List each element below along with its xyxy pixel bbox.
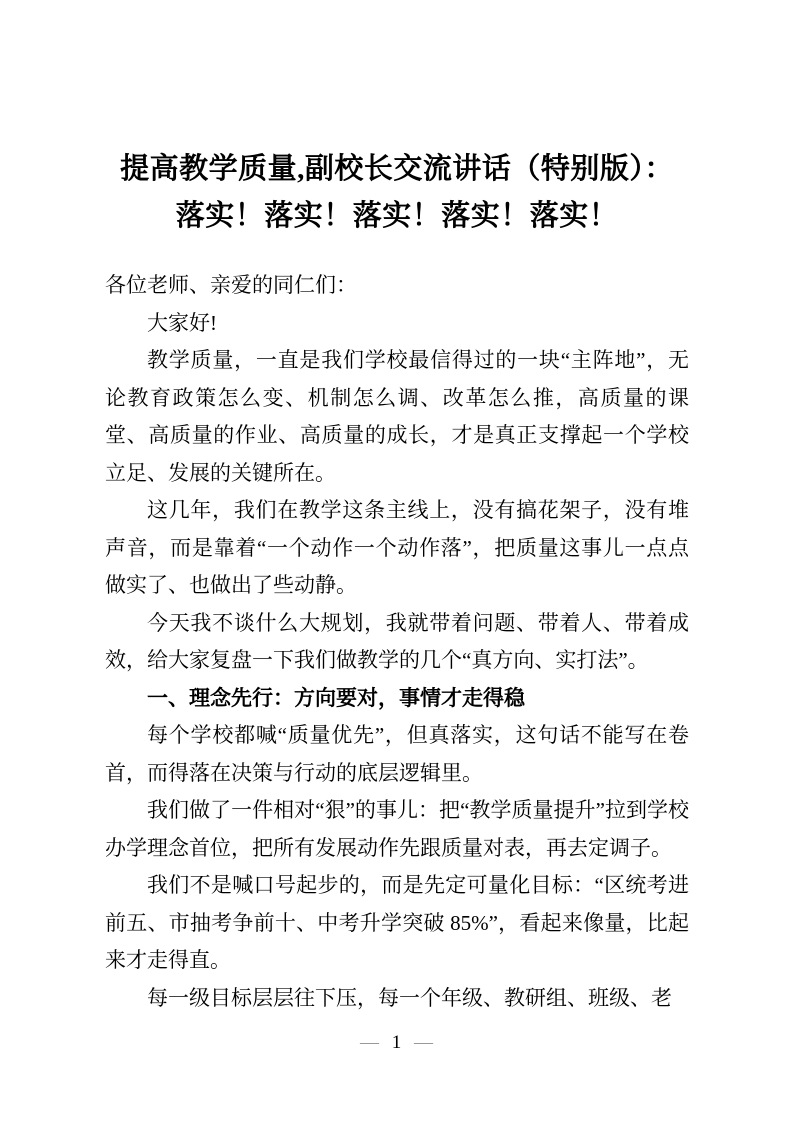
- footer-dash-left: —: [360, 1032, 379, 1053]
- paragraph: 这几年，我们在教学这条主线上，没有搞花架子，没有堆声音，而是靠着“一个动作一个动作落”，把质量这事儿一点点做实了、也做出了些动静。: [105, 498, 689, 597]
- paragraph: 教学质量，一直是我们学校最信得过的一块“主阵地”，无论教育政策怎么变、机制怎么调、改革怎么推，高质量的课堂、高质量的作业、高质量的成长，才是真正支撑起一个学校立足、发展的关键所在。: [105, 348, 689, 485]
- document-title: [105, 146, 689, 240]
- section-heading: 一、理念先行：方向要对，事情才走得稳: [147, 685, 525, 710]
- document-body: [105, 267, 689, 1017]
- title-line-2: 落实！落实！落实！落实！落实！: [175, 200, 619, 232]
- paragraph: 每个学校都喊“质量优先”，但真落实，这句话不能写在卷首，而得落在决策与行动的底层逻辑里。: [105, 723, 689, 785]
- page-number: 1: [391, 1032, 402, 1053]
- page-footer: [0, 1032, 793, 1054]
- paragraph: 各位老师、亲爱的同仁们：: [105, 273, 357, 297]
- paragraph: 今天我不谈什么大规划，我就带着问题、带着人、带着成效，给大家复盘一下我们做教学的几个“真方向、实打法”。: [105, 610, 689, 672]
- paragraph: 大家好!: [147, 310, 217, 335]
- title-line-1: 提高教学质量,副校长交流讲话（特别版）：: [120, 153, 674, 185]
- paragraph: 每一级目标层层往下压，每一个年级、教研组、班级、老: [147, 985, 672, 1010]
- paragraph: 我们做了一件相对“狠”的事儿：把“教学质量提升”拉到学校办学理念首位，把所有发展动作先跟质量对表，再去定调子。: [105, 798, 689, 860]
- paragraph: 我们不是喊口号起步的，而是先定可量化目标：“区统考进前五、市抽考争前十、中考升学突破 85%”，看起来像量，比起来才走得直。: [105, 873, 689, 972]
- footer-dash-right: —: [414, 1032, 433, 1053]
